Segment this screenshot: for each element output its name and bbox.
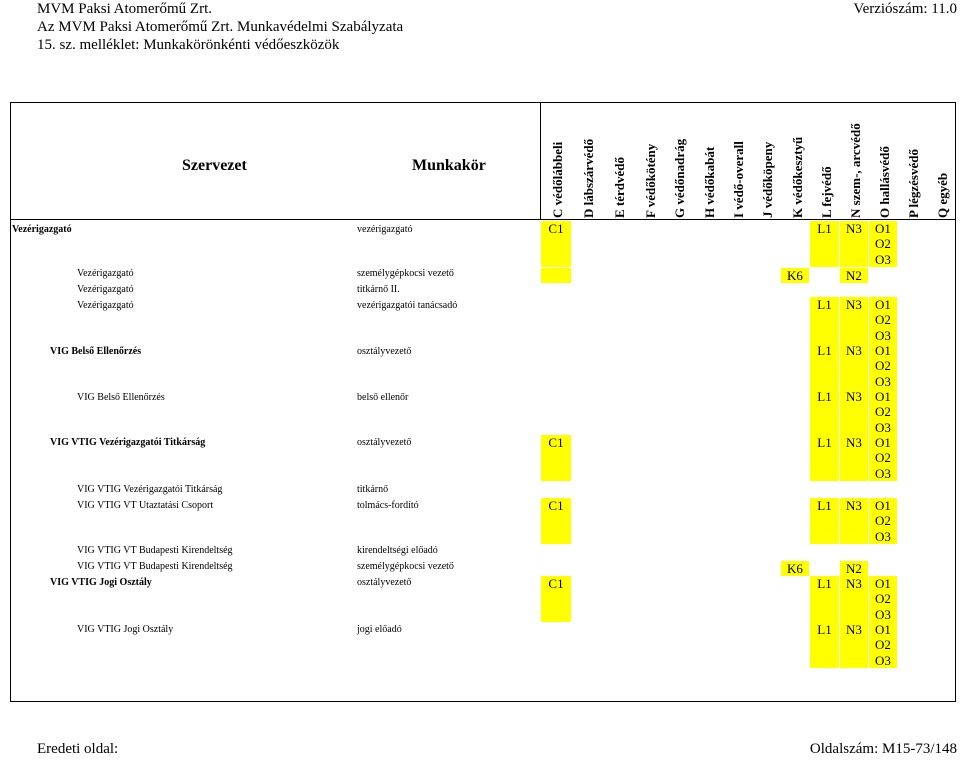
code-cell-o: O3 bbox=[869, 529, 897, 544]
table-row-org: VIG VTIG VT Budapesti Kirendeltség bbox=[77, 545, 233, 556]
code-cell-o: O2 bbox=[869, 637, 897, 653]
code-cell-o: O1 bbox=[869, 435, 897, 450]
code-cell-o: O3 bbox=[869, 607, 897, 622]
table-row-org: VIG VTIG Jogi Osztály bbox=[77, 624, 174, 635]
code-cell-l: L1 bbox=[810, 435, 839, 481]
code-cell-n: N3 bbox=[840, 576, 868, 622]
code-cell-o: O3 bbox=[869, 653, 897, 668]
code-cell-c: C1 bbox=[541, 576, 571, 622]
code-cell-o: O1 bbox=[869, 389, 897, 404]
table-row-org: VIG VTIG VT Budapesti Kirendeltség bbox=[77, 561, 233, 572]
code-cell-o: O2 bbox=[869, 358, 897, 374]
annex-title: 15. sz. melléklet: Munkakörönkénti védőeszközök bbox=[37, 37, 340, 53]
code-cell-o: O1 bbox=[869, 576, 897, 591]
table-row-org: VIG VTIG VT Utaztatási Csoport bbox=[77, 500, 214, 511]
code-cell-k: K6 bbox=[781, 268, 809, 283]
table-row-job: vezérigazgatói tanácsadó bbox=[357, 300, 458, 311]
table-row-org: VIG Belső Ellenőrzés bbox=[77, 392, 165, 403]
table-row-org: VIG Belső Ellenőrzés bbox=[50, 346, 142, 357]
code-cell-n: N3 bbox=[840, 622, 868, 668]
code-cell-n: N3 bbox=[840, 389, 868, 435]
code-cell-c: C1 bbox=[541, 435, 571, 481]
code-cell-n: N3 bbox=[840, 343, 868, 389]
header-divider-left bbox=[540, 102, 541, 219]
table-row-org: Vezérigazgató bbox=[12, 224, 72, 235]
code-cell-o: O3 bbox=[869, 466, 897, 481]
code-cell-l: L1 bbox=[810, 221, 839, 267]
code-cell-k: K6 bbox=[781, 561, 809, 576]
column-header-szervezet: Szervezet bbox=[182, 157, 247, 174]
code-cell-n: N3 bbox=[840, 297, 868, 343]
code-cell-c bbox=[541, 268, 571, 283]
code-cell-o: O2 bbox=[869, 450, 897, 466]
table-row-org: Vezérigazgató bbox=[77, 284, 134, 295]
code-cell-o: O3 bbox=[869, 328, 897, 343]
table-row-org: Vezérigazgató bbox=[77, 300, 134, 311]
table-row-job: belső ellenőr bbox=[357, 392, 409, 403]
code-cell-n: N3 bbox=[840, 221, 868, 267]
code-cell-l: L1 bbox=[810, 576, 839, 622]
code-cell-o: O2 bbox=[869, 312, 897, 328]
code-cell-o: O3 bbox=[869, 420, 897, 435]
document-title: Az MVM Paksi Atomerőmű Zrt. Munkavédelmi Szabályzata bbox=[37, 19, 404, 35]
table-row-org: VIG VTIG Vezérigazgatói Titkárság bbox=[50, 437, 206, 448]
code-cell-o: O3 bbox=[869, 252, 897, 267]
table-header-divider bbox=[10, 219, 956, 220]
code-cell-o: O1 bbox=[869, 297, 897, 312]
table-row-job: személygépkocsi vezető bbox=[357, 561, 454, 572]
table-row-org: Vezérigazgató bbox=[77, 268, 134, 279]
table-row-job: osztályvezető bbox=[357, 437, 412, 448]
code-cell-l: L1 bbox=[810, 622, 839, 668]
code-cell-c: C1 bbox=[541, 498, 571, 544]
code-cell-n: N2 bbox=[840, 268, 868, 283]
code-cell-o: O1 bbox=[869, 343, 897, 358]
code-cell-l: L1 bbox=[810, 343, 839, 389]
column-header-munkakor: Munkakör bbox=[412, 157, 486, 174]
code-cell-n: N3 bbox=[840, 435, 868, 481]
table-row-job: titkárnő II. bbox=[357, 284, 400, 295]
code-cell-c: C1 bbox=[541, 221, 571, 267]
code-cell-l: L1 bbox=[810, 389, 839, 435]
code-cell-l: L1 bbox=[810, 297, 839, 343]
table-row-job: tolmács-fordító bbox=[357, 500, 419, 511]
table-row-job: személygépkocsi vezető bbox=[357, 268, 454, 279]
code-cell-o: O3 bbox=[869, 374, 897, 389]
original-page-label: Eredeti oldal: bbox=[37, 741, 119, 757]
code-cell-o: O1 bbox=[869, 221, 897, 236]
company-name: MVM Paksi Atomerőmű Zrt. bbox=[37, 1, 212, 17]
version-number: Verziószám: 11.0 bbox=[853, 1, 957, 17]
table-row-job: osztályvezető bbox=[357, 346, 412, 357]
table-row-job: jogi előadó bbox=[357, 624, 402, 635]
code-cell-o: O2 bbox=[869, 404, 897, 420]
table-row-job: titkárnő bbox=[357, 484, 389, 495]
code-cell-n: N2 bbox=[840, 561, 868, 576]
page-number: Oldalszám: M15-73/148 bbox=[809, 741, 957, 757]
table-row-job: kirendeltségi előadó bbox=[357, 545, 438, 556]
code-cell-l: L1 bbox=[810, 498, 839, 544]
code-cell-o: O2 bbox=[869, 513, 897, 529]
table-row-org: VIG VTIG Jogi Osztály bbox=[50, 577, 152, 588]
table-row-job: osztályvezető bbox=[357, 577, 412, 588]
code-cell-n: N3 bbox=[840, 498, 868, 544]
code-cell-o: O1 bbox=[869, 622, 897, 637]
code-cell-o: O1 bbox=[869, 498, 897, 513]
table-row-job: vezérigazgató bbox=[357, 224, 413, 235]
code-cell-o: O2 bbox=[869, 591, 897, 607]
table-row-org: VIG VTIG Vezérigazgatói Titkárság bbox=[77, 484, 223, 495]
code-cell-o: O2 bbox=[869, 236, 897, 252]
